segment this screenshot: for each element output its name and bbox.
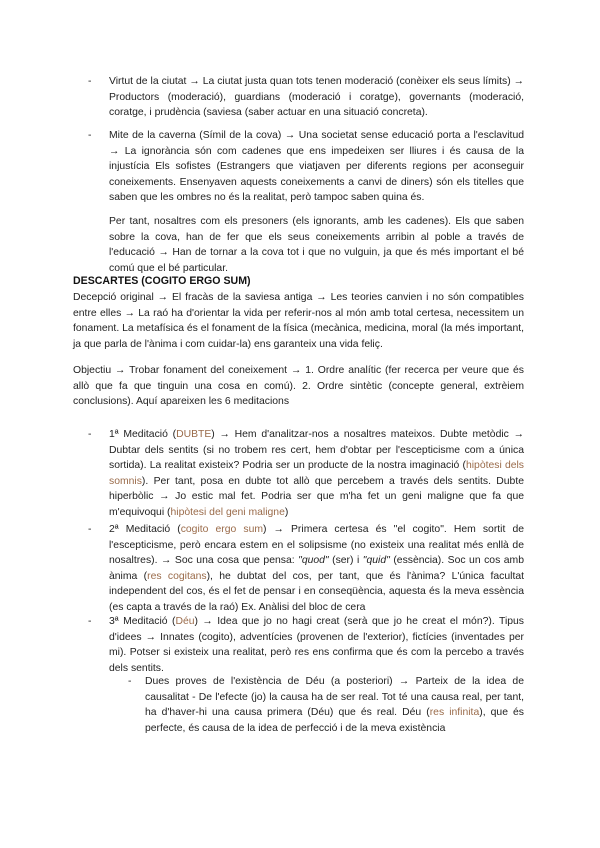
- cave-paragraph: Per tant, nosaltres com els presoners (els ignorants, amb les cadenes). Els que saben sobre la cova, han de fer que els seus coneixements arribin al poble a través de l'educació → Han de tornar a la cova tot i que no vulguin, ja que és més important el bé comú que el bé particular.: [109, 216, 524, 274]
- list-item-mite-caverna: Mite de la caverna (Símil de la cova) → Una societat sense educació porta a l'esclavitud → La ignorància són com cadenes que ens impedeixen ser lliures i és causa de la injustícia Els sofistes (Estrangers que viatjaven per diferents regions per aconseguir coneixements. Ensenyaven aquests coneixements a canvi de diners) són els titelles que saben que les ombres no és la realitat, però tampoc saben quina és.: [109, 130, 524, 203]
- list-item-virtut-ciutat: Virtut de la ciutat → La ciutat justa quan tots tenen moderació (conèixer els seus límits) → Productors (moderació), guardians (moderació i coratge), governants (moderació, coratge, i prudència (saviesa (saber actuar en una situació concreta).: [109, 76, 524, 118]
- list-bullet: -: [88, 524, 92, 535]
- list-bullet: -: [88, 130, 92, 141]
- list-bullet: -: [88, 429, 92, 440]
- sublist-item-proves-deu: Dues proves de l'existència de Déu (a posteriori) → Parteix de la idea de causalitat - De l'efecte (jo) la causa ha de ser real. Tot té una causa real, per tant, ha d'haver-hi una causa primera (Déu) que és real. Déu (res infinita), que és perfecte, és causa de la idea de perfecció i de la meva existència: [145, 676, 524, 734]
- descartes-intro: Decepció original → El fracàs de la saviesa antiga → Les teories canvien i no són compatibles entre elles → La raó ha d'orientar la vida per referir-nos al món amb total certesa, necessitem un fonament. La metafísica és el fonament de la física (mecànica, medicina, moral (la més important, ja que parla de l'ànima i com cuidar-la) ens garanteix una vida feliç.: [73, 292, 524, 350]
- keyword-res-cogitans: res cogitans: [147, 570, 207, 582]
- meditation-2: 2ª Meditació (cogito ergo sum) → Primera certesa és "el cogito". Hem sortit de l'escepticisme, però encara estem en el solipsisme (no existeix una realitat més enllà de nosaltres). → Soc una cosa que pensa: "quod" (ser) i "quid" (essència). Soc un cos amb ànima (res cogitans), he dubtat del cos, per tant, que és l'ànima? L'única facultat independent del cos, és el fet de pensar i en conseqüència, aquesta és la meva essència (es capta a través de la raó) Ex. Anàlisi del bloc de cera: [109, 524, 525, 613]
- meditation-3: 3ª Meditació (Déu) → Idea que jo no hagi creat (serà que jo he creat el món?). Tipus d'idees → Innates (cogito), adventícies (provenen de l'exterior), fictícies (inventades per mi). Potser si existeix una realitat, però res ens confirma que és com la percebo a través dels sentits.: [109, 616, 525, 674]
- term-quod: "quod": [298, 555, 329, 566]
- keyword-dubte: DUBTE: [176, 429, 212, 440]
- section-heading-descartes: DESCARTES (COGITO ERGO SUM): [73, 275, 251, 287]
- term-quid: "quid": [362, 555, 390, 566]
- keyword-deu: Déu: [175, 616, 195, 627]
- keyword-hipotesi-geni-maligne: hipòtesi del geni maligne: [170, 506, 285, 518]
- descartes-objective: Objectiu → Trobar fonament del coneixement → 1. Ordre analític (fer recerca per veure que és allò que fa que tinguin una cosa en comú). 2. Ordre sintètic (concepte general, extrèiem conclusions). Aquí apareixen les 6 meditacions: [73, 365, 524, 407]
- list-bullet: -: [88, 616, 92, 627]
- keyword-hipotesi-somnis: hipòtesi dels somnis: [109, 460, 525, 487]
- keyword-res-infinita: res infinita: [429, 707, 480, 718]
- list-bullet: -: [88, 76, 92, 87]
- keyword-cogito-ergo-sum: cogito ergo sum: [180, 524, 263, 535]
- sublist-bullet: -: [128, 676, 132, 687]
- meditation-1: 1ª Meditació (DUBTE) → Hem d'analitzar-nos a nosaltres mateixos. Dubte metòdic → Dubtar dels sentits (si no trobem res cert, hem d'obtar per l'escepticisme com a única sortida). La realitat existeix? Podria ser un producte de la nostra imaginació (hipòtesi dels somnis). Per tant, posa en dubte tot allò que percebem a través dels sentits. Dubte hiperbòlic → Jo estic mal fet. Podria ser que m'ha fet un geni maligne que fa que m'equivoqui (hipòtesi del geni maligne): [109, 429, 525, 518]
